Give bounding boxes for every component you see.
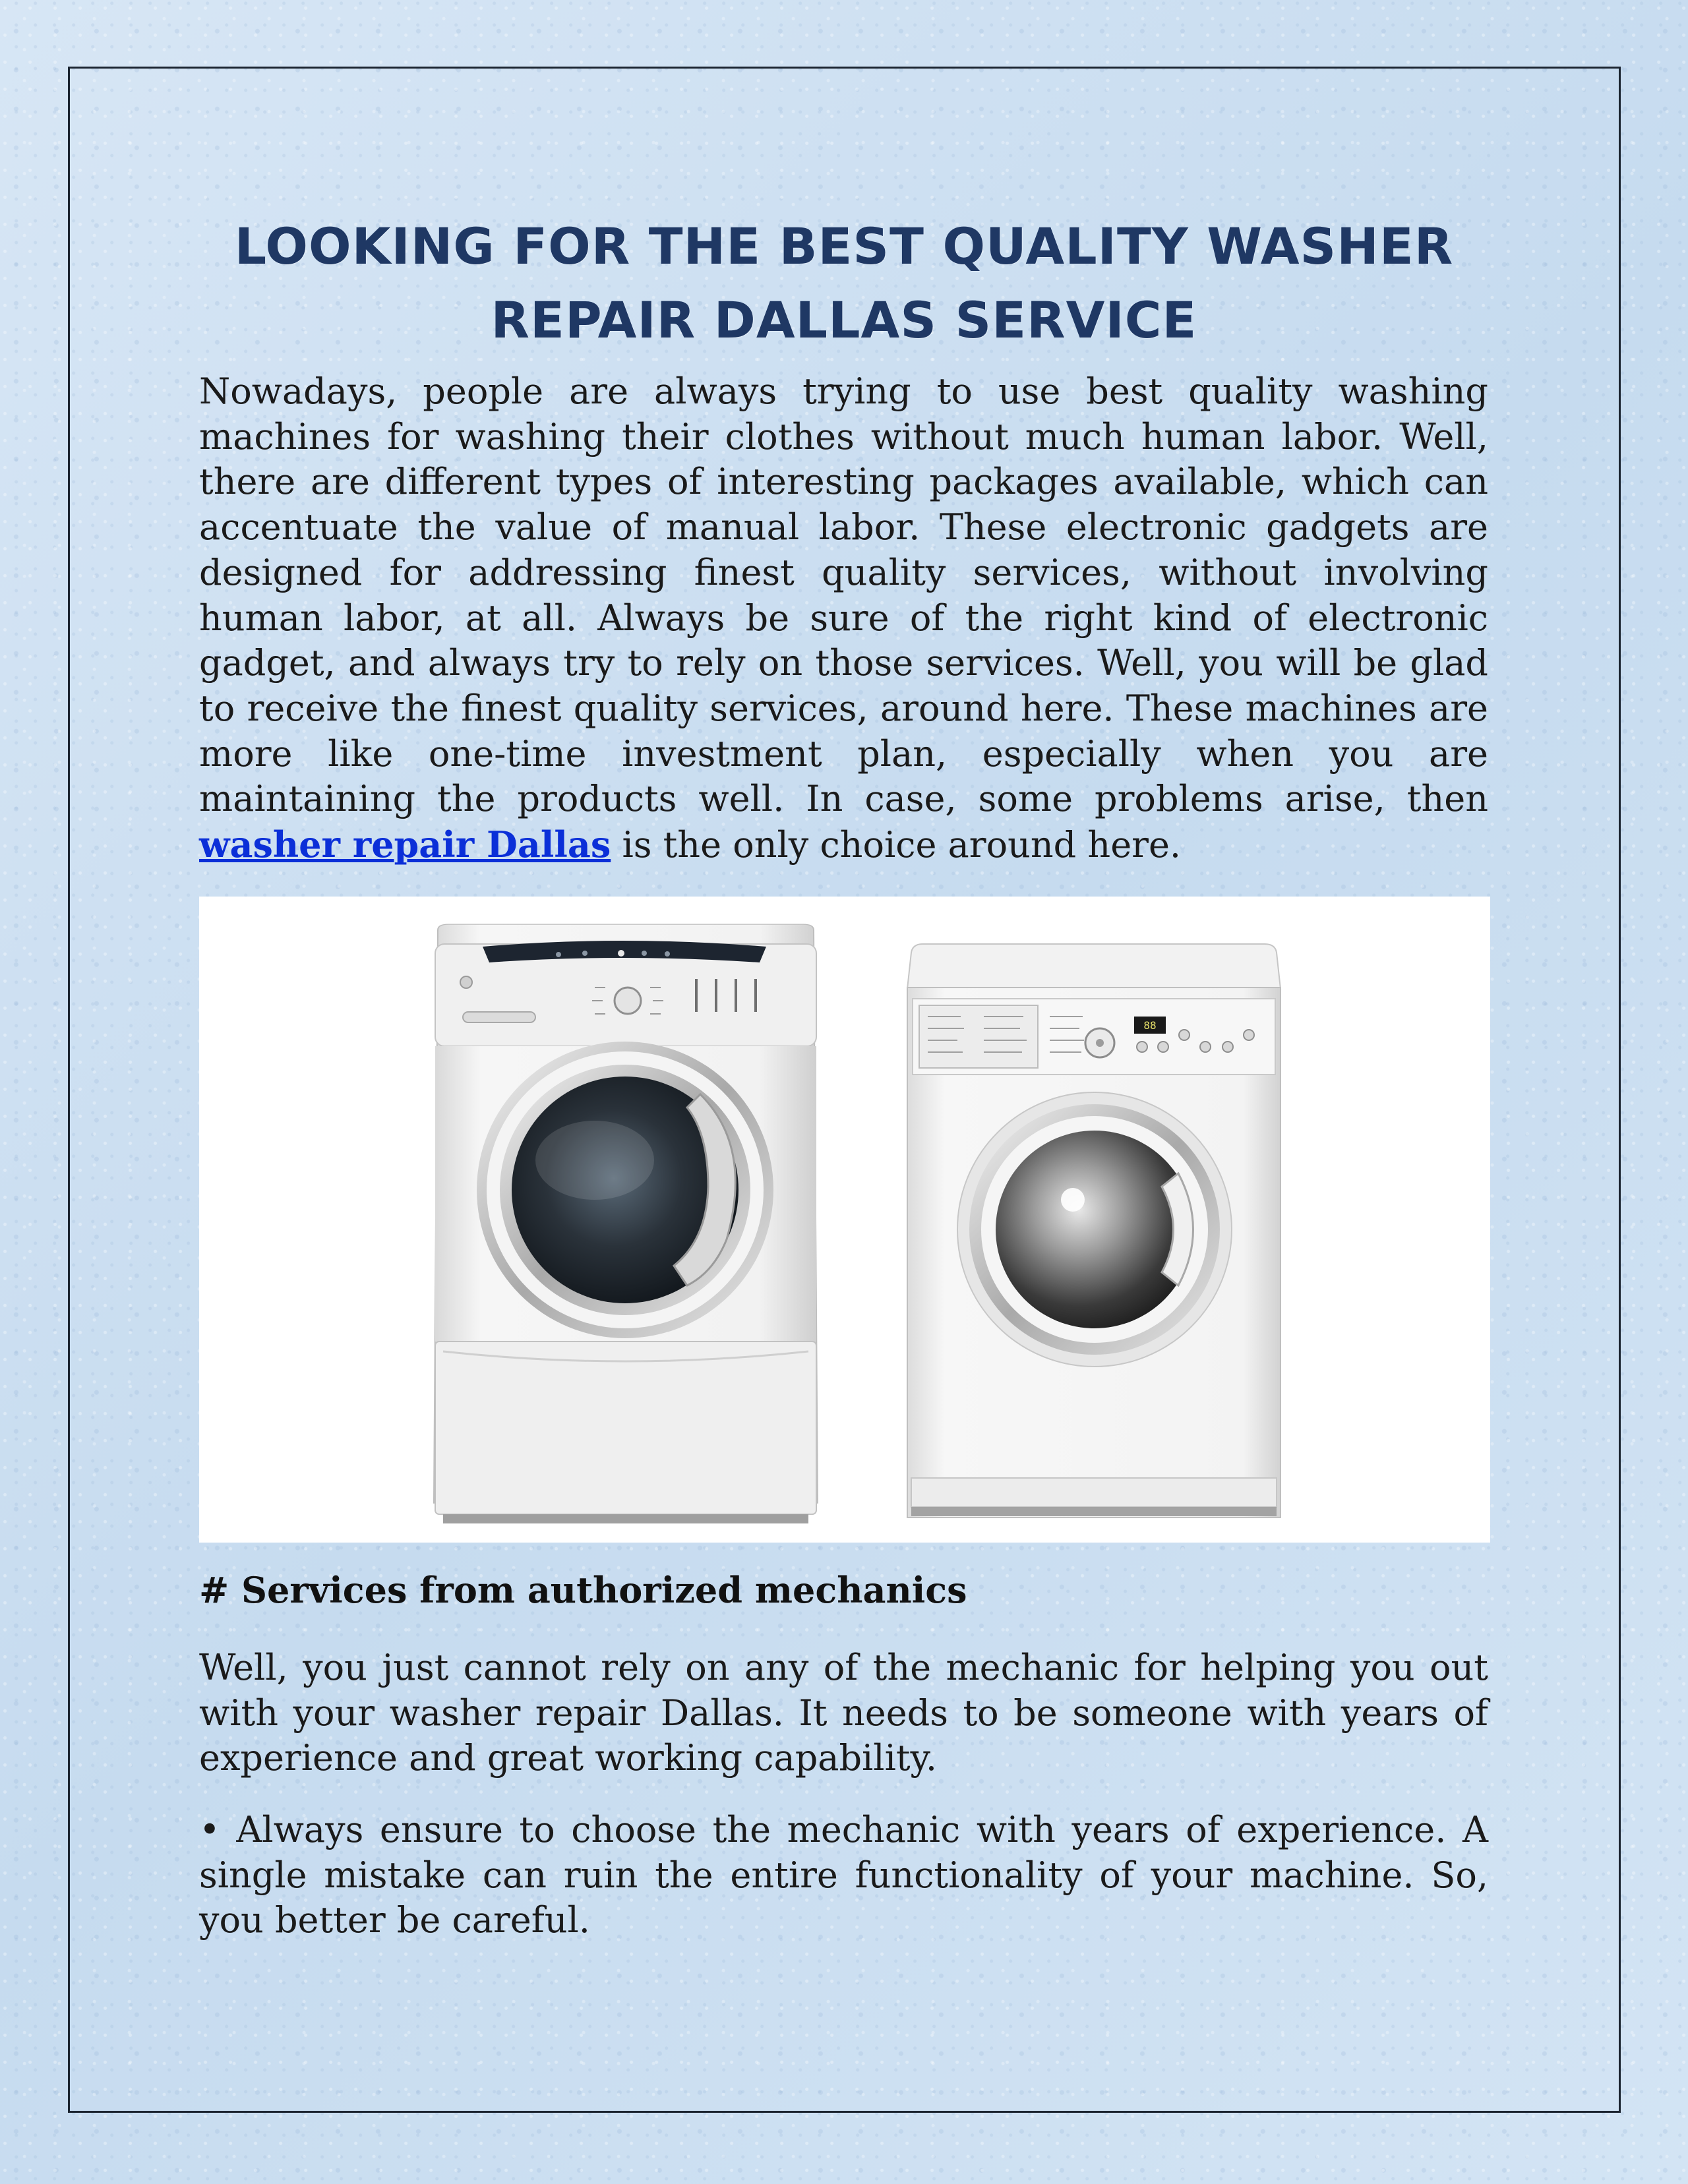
intro-text-before-link: Nowadays, people are always trying to use best quality washing machines for washing their clothes without much human labor. Well, there are different types of interesting packages available, which can accentuate the value of manual labor. These electronic gadgets are designed for addressing finest quality services, without involving human labor, at all. Always be sure of the right kind of electronic gadget, and always try to rely on those services. Well, you will be glad to receive the finest quality services, around here. These machines are more like one-time investment plan, especially when you are maintaining the products well. In case, some problems arise, then	[199, 370, 1488, 820]
intro-paragraph	[199, 369, 1488, 868]
document-title: LOOKING FOR THE BEST QUALITY WASHER REPAIR DALLAS SERVICE	[234, 217, 1454, 349]
washing-machines-photo	[199, 897, 1490, 1543]
intro-text-after-link: is the only choice around here.	[611, 824, 1182, 866]
compact-washer-dryer-icon	[907, 944, 1281, 1518]
washer-repair-dallas-link[interactable]: washer repair Dallas	[199, 823, 611, 866]
washing-machines-illustration	[199, 897, 1490, 1543]
bullet-paragraph-experience: • Always ensure to choose the mechanic with years of experience. A single mistake can ruin the entire functionality of your machine. So, you better be careful.	[199, 1809, 1488, 1941]
front-load-washer-icon	[434, 924, 818, 1523]
paragraph-mechanics: Well, you just cannot rely on any of the mechanic for helping you out with your washer repair Dallas. It needs to be someone with years of experience and great working capability.	[199, 1647, 1488, 1779]
display-readout: 88	[1143, 1019, 1157, 1032]
section-heading: # Services from authorized mechanics	[199, 1569, 967, 1611]
